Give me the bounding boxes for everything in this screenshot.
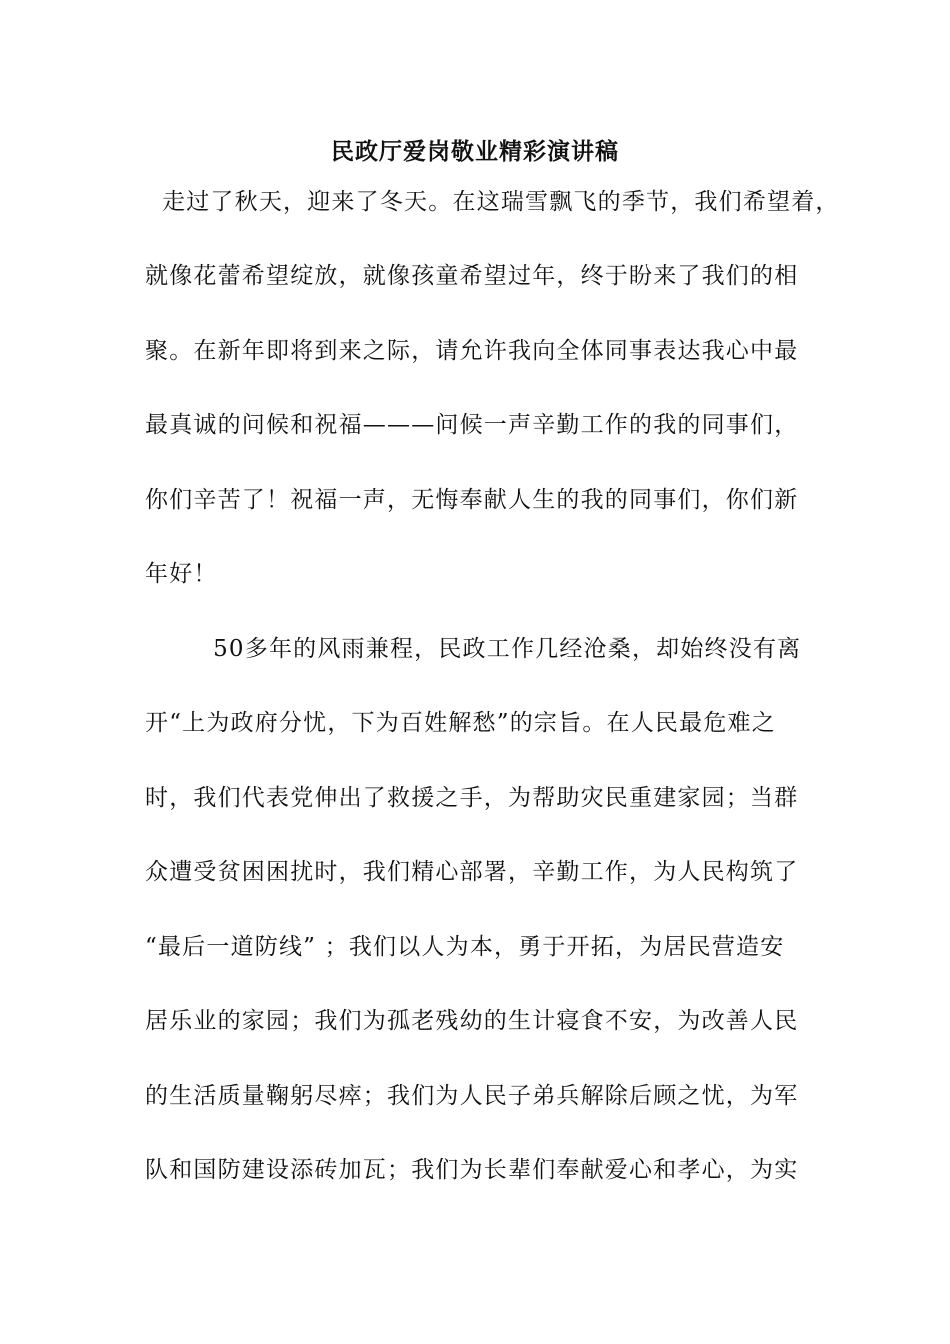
text-line: 聚。在新年即将到来之际，请允许我向全体同事表达我心中最 — [145, 338, 799, 364]
text-line: 开“上为政府分忧，下为百姓解愁”的宗旨。在人民最危难之 — [145, 710, 776, 736]
text-line: 时，我们代表党伸出了救援之手，为帮助灾民重建家园；当群 — [145, 785, 799, 811]
text-line: 年好！ — [145, 561, 218, 587]
text-line: 的生活质量鞠躬尽瘁；我们为人民子弟兵解除后顾之忧，为军 — [145, 1083, 799, 1109]
text-line: 众遭受贫困困扰时，我们精心部署，辛勤工作，为人民构筑了 — [145, 859, 799, 885]
text-line: 居乐业的家园；我们为孤老残幼的生计寝食不安，为改善人民 — [145, 1008, 799, 1034]
text-line: 走过了秋天，迎来了冬天。在这瑞雪飘飞的季节，我们希望着， — [145, 189, 840, 215]
text-line: 队和国防建设添砖加瓦；我们为长辈们奉献爱心和孝心，为实 — [145, 1157, 799, 1183]
text-line: 最真诚的问候和祝福———问候一声辛勤工作的我的同事们， — [145, 412, 799, 438]
text-line: 你们辛苦了！祝福一声，无悔奉献人生的我的同事们，你们新 — [145, 487, 799, 513]
text-line: 就像花蕾希望绽放，就像孩童希望过年，终于盼来了我们的相 — [145, 263, 799, 289]
text-line: 50多年的风雨兼程，民政工作几经沧桑，却始终没有离 — [145, 636, 802, 662]
document-title: 民政厅爱岗敬业精彩演讲稿 — [331, 139, 619, 165]
text-line: “最后一道防线” ；我们以人为本，勇于开拓，为居民营造安 — [145, 934, 785, 960]
